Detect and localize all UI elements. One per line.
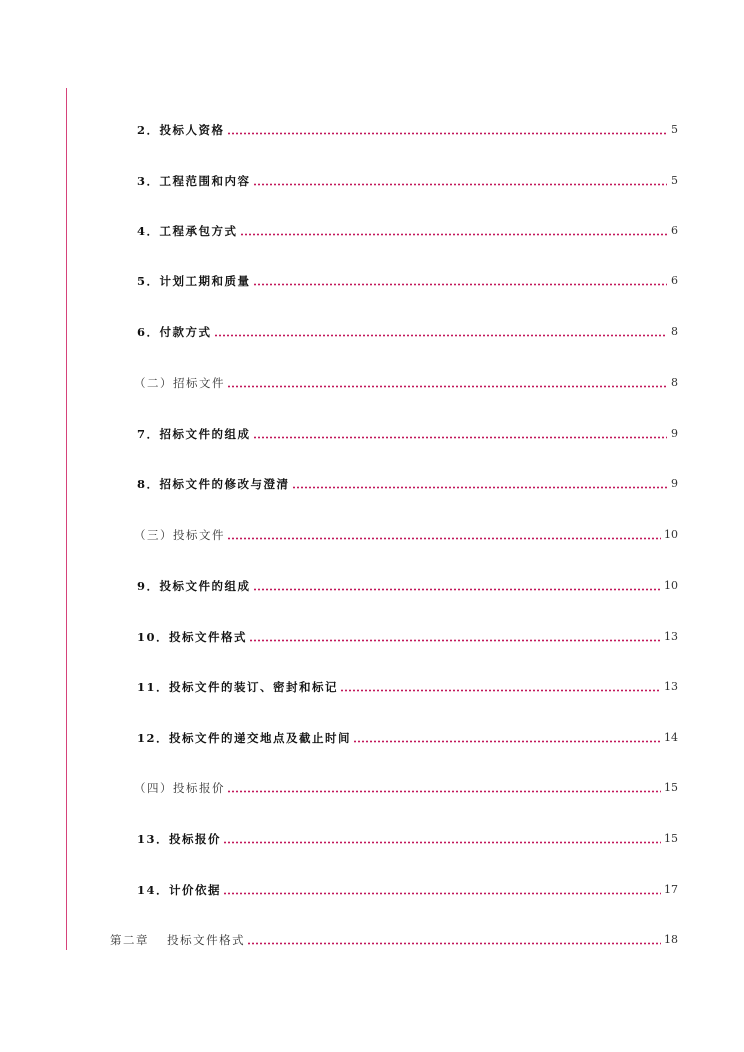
toc-entry-label: （三）投标文件 — [134, 528, 225, 542]
toc-entry-label: 11．投标文件的装订、密封和标记 — [137, 680, 339, 694]
toc-entry[interactable] — [0, 220, 744, 238]
toc-leader-dots — [247, 942, 661, 945]
toc-page-number: 10 — [664, 528, 678, 541]
toc-entry[interactable] — [0, 676, 744, 694]
toc-leader-dots — [227, 385, 667, 388]
toc-page-number: 14 — [664, 731, 678, 744]
toc-entry-label: （二）招标文件 — [134, 376, 225, 390]
toc-entry[interactable] — [0, 270, 744, 288]
toc-page-number: 17 — [664, 883, 678, 896]
toc-entry-label: 第二章 投标文件格式 — [110, 933, 246, 947]
toc-entry[interactable] — [0, 828, 744, 846]
toc-leader-dots — [253, 436, 667, 439]
toc-leader-dots — [253, 588, 661, 591]
toc-entry-label: 4．工程承包方式 — [137, 224, 238, 238]
toc-page-number: 13 — [664, 630, 678, 643]
toc-entry[interactable] — [0, 473, 744, 491]
toc-leader-dots — [292, 486, 667, 489]
toc-page-number: 10 — [664, 579, 678, 592]
toc-entry[interactable] — [0, 524, 744, 542]
toc-page-number: 15 — [664, 781, 678, 794]
toc-page-number: 6 — [671, 224, 678, 237]
toc-entry[interactable] — [0, 119, 744, 137]
toc-entry-label: 5．计划工期和质量 — [137, 274, 251, 288]
toc-entry[interactable] — [0, 929, 744, 947]
toc-entry[interactable] — [0, 372, 744, 390]
toc-entry-label: 13．投标报价 — [137, 832, 222, 846]
toc-leader-dots — [249, 639, 661, 642]
toc-leader-dots — [253, 183, 667, 186]
toc-entry-label: 7．招标文件的组成 — [137, 427, 251, 441]
toc-leader-dots — [214, 334, 667, 337]
toc-entry-label: 2．投标人资格 — [137, 123, 225, 137]
toc-entry[interactable] — [0, 777, 744, 795]
toc-page-number: 8 — [671, 325, 678, 338]
toc-leader-dots — [240, 233, 667, 236]
toc-page-number: 8 — [671, 376, 678, 389]
toc-entry-label: 10．投标文件格式 — [137, 630, 248, 644]
toc-entry[interactable] — [0, 321, 744, 339]
toc-leader-dots — [340, 689, 661, 692]
toc-entry-label: 3．工程范围和内容 — [137, 174, 251, 188]
toc-leader-dots — [353, 740, 661, 743]
toc-entry[interactable] — [0, 423, 744, 441]
toc-entry[interactable] — [0, 626, 744, 644]
toc-leader-dots — [227, 790, 661, 793]
toc-entry-label: 6．付款方式 — [137, 325, 212, 339]
toc-leader-dots — [227, 537, 661, 540]
toc-entry[interactable] — [0, 879, 744, 897]
toc-entry-label: 14．计价依据 — [137, 883, 222, 897]
toc-entry-label: （四）投标报价 — [134, 781, 225, 795]
toc-page-number: 15 — [664, 832, 678, 845]
toc-entry[interactable] — [0, 727, 744, 745]
toc-entry[interactable] — [0, 575, 744, 593]
toc-leader-dots — [253, 283, 667, 286]
toc-page-number: 13 — [664, 680, 678, 693]
toc-entry-label: 12．投标文件的递交地点及截止时间 — [137, 731, 352, 745]
toc-entry-label: 8．招标文件的修改与澄清 — [137, 477, 290, 491]
toc-page-number: 9 — [671, 427, 678, 440]
toc-page-number: 5 — [671, 123, 678, 136]
toc-page-number: 6 — [671, 274, 678, 287]
toc-leader-dots — [223, 841, 661, 844]
toc-page-number: 5 — [671, 174, 678, 187]
toc-leader-dots — [223, 892, 661, 895]
toc-leader-dots — [227, 132, 667, 135]
toc-page-number: 18 — [664, 933, 678, 946]
toc-entry[interactable] — [0, 170, 744, 188]
toc-page-number: 9 — [671, 477, 678, 490]
toc-entry-label: 9．投标文件的组成 — [137, 579, 251, 593]
